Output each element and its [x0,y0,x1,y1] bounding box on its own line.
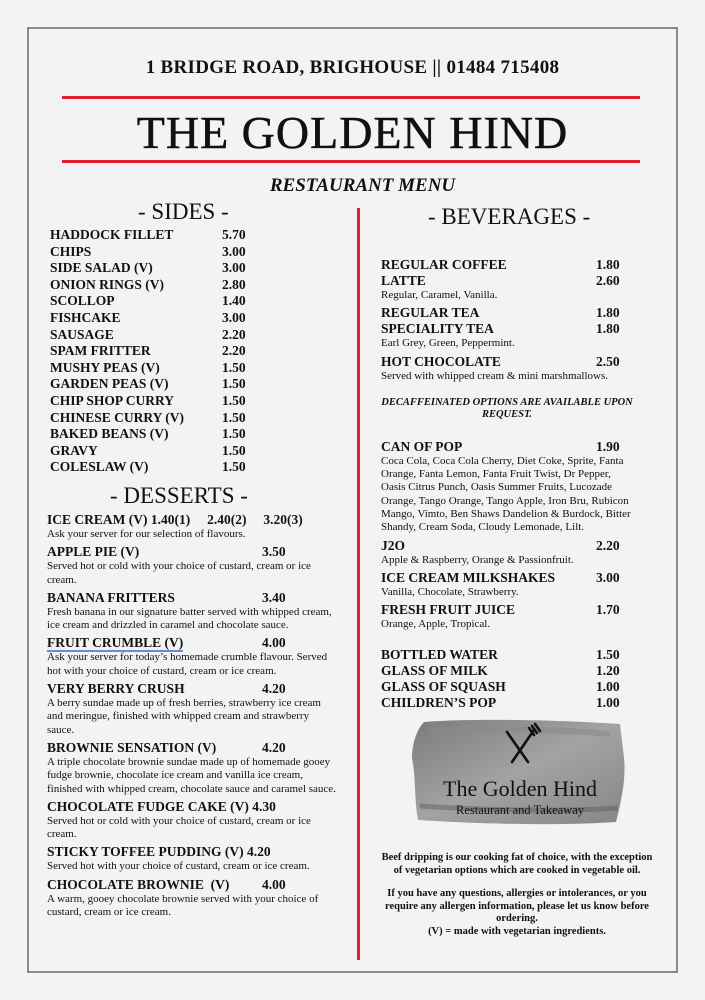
beverage-item [381,439,633,455]
cooking-fat-note: Beef dripping is our cooking fat of choice, with the exception of vegetarian options which are cooked in vegetable oil. [381,852,653,876]
item-price: 4.20 [262,681,286,697]
item-name: CHOCOLATE FUDGE CAKE (V) 4.30 [47,798,276,814]
dessert-item [47,681,337,697]
item-name: SCOLLOP [50,293,115,309]
item-price: 2.50 [596,353,620,369]
item-description: A berry sundae made up of fresh berries, strawberry ice cream and meringue, finished with whipped cream and strawberry sauce. [47,697,321,736]
item-description: A warm, gooey chocolate brownie served with your choice of custard, cream or ice cream. [47,892,319,919]
item-name: FRUIT CRUMBLE (V) [47,635,184,651]
item-price: 1.70 [596,602,620,618]
item-name: ONION RINGS (V) [50,276,165,292]
beverage-item [381,305,633,321]
item-description: Ask your server for our selection of flavours. [47,528,246,540]
spacer [381,635,633,647]
restaurant-logo [410,718,630,826]
item-name: GLASS OF MILK [381,662,488,678]
item-name: REGULAR COFFEE [381,257,507,272]
item-description: A triple chocolate brownie sundae made up of homemade gooey fudge brownie, chocolate ice cream and vanilla ice cream, finished with whipped cream, chocolate sauce and caramel sauce. [47,755,336,795]
beverages-list [381,257,633,711]
item-price: 3.00 [222,260,246,276]
column-divider [357,208,360,960]
list-item [50,343,260,360]
item-price: 2.20 [222,343,246,359]
item-description: Orange, Apple, Tropical. [381,618,491,631]
item-description: Served with whipped cream & mini marshmallows. [381,369,608,382]
item-description: Served hot or cold with your choice of custard, cream or ice cream. [47,814,311,841]
beverage-item [381,354,633,370]
beverage-item [381,538,633,554]
item-name: CHIP SHOP CURRY [50,392,175,408]
footer-notes [378,852,656,949]
beverage-item [381,663,633,679]
item-name: SPAM FRITTER [50,343,151,359]
beverage-item [381,647,633,663]
item-price: 2.60 [596,273,620,288]
list-item [50,393,260,410]
list-item [50,244,260,261]
item-name: CAN OF POP [381,438,463,454]
desserts-list [47,512,337,922]
decaf-note: DECAFFEINATED OPTIONS ARE AVAILABLE UPON REQUEST. [381,396,633,420]
list-item [50,277,260,294]
item-price: 1.90 [596,438,620,454]
beverage-item [381,679,633,695]
item-name: GARDEN PEAS (V) [50,376,169,392]
item-price: 1.50 [222,459,246,475]
item-price: 2.20 [222,326,246,342]
desserts-heading: - DESSERTS - [110,483,248,508]
item-name: HOT CHOCOLATE [381,353,501,369]
item-price: 1.00 [596,678,620,694]
item-name: J2O [381,537,406,553]
item-name: CHINESE CURRY (V) [50,409,185,425]
item-name: GLASS OF SQUASH [381,678,506,694]
item-name: MUSHY PEAS (V) [50,359,160,375]
item-name: APPLE PIE (V) [47,544,140,560]
item-description: Ask your server for today’s homemade crumble flavour. Served hot with your choice of custard, cream or ice cream. [47,651,328,677]
allergen-note: If you have any questions, allergies or intolerances, or you require any allergen information, please let us know before ordering. [385,888,649,924]
dessert-item [47,590,337,606]
list-item [50,376,260,393]
item-price: 1.80 [596,321,620,337]
item-price: 1.80 [596,305,620,321]
item-description: Fresh banana in our signature batter served with whipped cream, ice cream and drizzled in caramel and chocolate sauce. [47,605,332,632]
dessert-item [47,512,337,528]
restaurant-title: THE GOLDEN HIND [136,107,569,158]
dessert-item [47,740,337,756]
item-price: 1.00 [596,694,620,710]
item-price: 1.80 [596,257,620,272]
item-price: 2.80 [222,276,246,292]
item-price: 1.50 [596,646,620,662]
item-name: COLESLAW (V) [50,459,149,475]
beverage-item [381,695,633,711]
item-name: LATTE [381,273,426,288]
item-price: 4.00 [262,876,286,892]
dessert-item [47,799,337,815]
item-name: CHIPS [50,243,92,259]
item-description: Vanilla, Chocolate, Strawberry. [381,585,519,598]
beverage-item [381,570,633,586]
bottom-divider [62,160,640,163]
item-price: 3.00 [596,569,620,585]
item-price: 1.50 [222,409,246,425]
item-price: 1.20 [596,662,620,678]
item-price: 1.50 [222,442,246,458]
item-price: 3.40 [262,589,286,605]
item-price: 3.50 [262,544,286,560]
dessert-item [47,544,337,560]
item-price: 4.20 [262,739,286,755]
beverage-item [381,602,633,618]
item-name: REGULAR TEA [381,305,480,321]
beverage-item [381,257,633,273]
dessert-item [47,635,337,651]
sides-list [50,227,260,476]
item-price: 5.70 [222,227,246,242]
item-name: FISHCAKE [50,309,121,325]
menu-subtitle: RESTAURANT MENU [269,175,456,196]
item-name: VERY BERRY CRUSH [47,681,185,697]
dessert-item [47,844,337,860]
item-name: ICE CREAM MILKSHAKES [381,569,556,585]
logo-graphic [410,718,630,826]
item-description: Apple & Raspberry, Orange & Passionfruit. [381,553,574,566]
item-price: 2.20 [596,537,620,553]
item-name: BANANA FRITTERS [47,589,175,605]
item-price: 3.00 [222,243,246,259]
item-price: 4.00 [262,635,286,651]
item-price: 3.00 [222,309,246,325]
list-item [50,410,260,427]
item-description: Served hot with your choice of custard, cream or ice cream. [47,860,310,873]
item-name: SIDE SALAD (V) [50,260,153,276]
item-price: 1.50 [222,376,246,392]
list-item [50,327,260,344]
item-name: SAUSAGE [50,326,114,342]
item-name: SPECIALITY TEA [381,321,494,337]
logo-name: The Golden Hind [443,776,597,801]
item-name: BROWNIE SENSATION (V) [47,739,217,755]
item-name: STICKY TOFFEE PUDDING (V) 4.20 [47,844,271,860]
item-name: CHOCOLATE BROWNIE (V) [47,876,230,892]
list-item [50,459,260,476]
list-item [50,227,260,244]
item-name: GRAVY [50,442,98,458]
item-description: Coca Cola, Coca Cola Cherry, Diet Coke, Sprite, Fanta Orange, Fanta Lemon, Fanta Fruit Twist, Dr Pepper, Oasis Citrus Punch, Oasis Summer Fruits, Lucozade Orange, Tango Orange, Tango Apple, Iron Bru, Rubicon Mango, Vimto, Ben Shaws Dandelion & Burdock, Bitter Shandy, Cream Soda, Cloudy Lemonade, Lilt. [381,454,631,534]
item-price: 1.50 [222,426,246,442]
beverage-item [381,273,633,289]
list-item [50,443,260,460]
dessert-item [47,877,337,893]
beverage-item [381,321,633,337]
list-item [50,310,260,327]
item-price: 1.40 [222,293,246,309]
item-description: Earl Grey, Green, Peppermint. [381,337,515,350]
item-name: CHILDREN’S POP [381,694,497,710]
item-name: BOTTLED WATER [381,646,498,662]
vegetarian-key: (V) = made with vegetarian ingredients. [428,925,606,937]
item-name: FRESH FRUIT JUICE [381,602,516,618]
logo-tagline: Restaurant and Takeaway [455,803,585,817]
item-price: 1.50 [222,392,246,408]
beverages-heading: - BEVERAGES - [428,204,591,229]
item-name: HADDOCK FILLET [50,227,174,242]
top-divider [62,96,640,99]
list-item [50,293,260,310]
list-item [50,360,260,377]
list-item [50,260,260,277]
item-name: ICE CREAM (V) 1.40(1) 2.40(2) 3.20(3) [47,512,303,527]
item-name: BAKED BEANS (V) [50,426,169,442]
item-description: Served hot or cold with your choice of custard, cream or ice cream. [47,560,311,586]
item-price: 1.50 [222,359,246,375]
list-item [50,426,260,443]
address-phone: 1 BRIDGE ROAD, BRIGHOUSE || 01484 715408 [145,57,560,78]
sides-heading: - SIDES - [138,199,229,224]
item-description: Regular, Caramel, Vanilla. [381,289,498,301]
